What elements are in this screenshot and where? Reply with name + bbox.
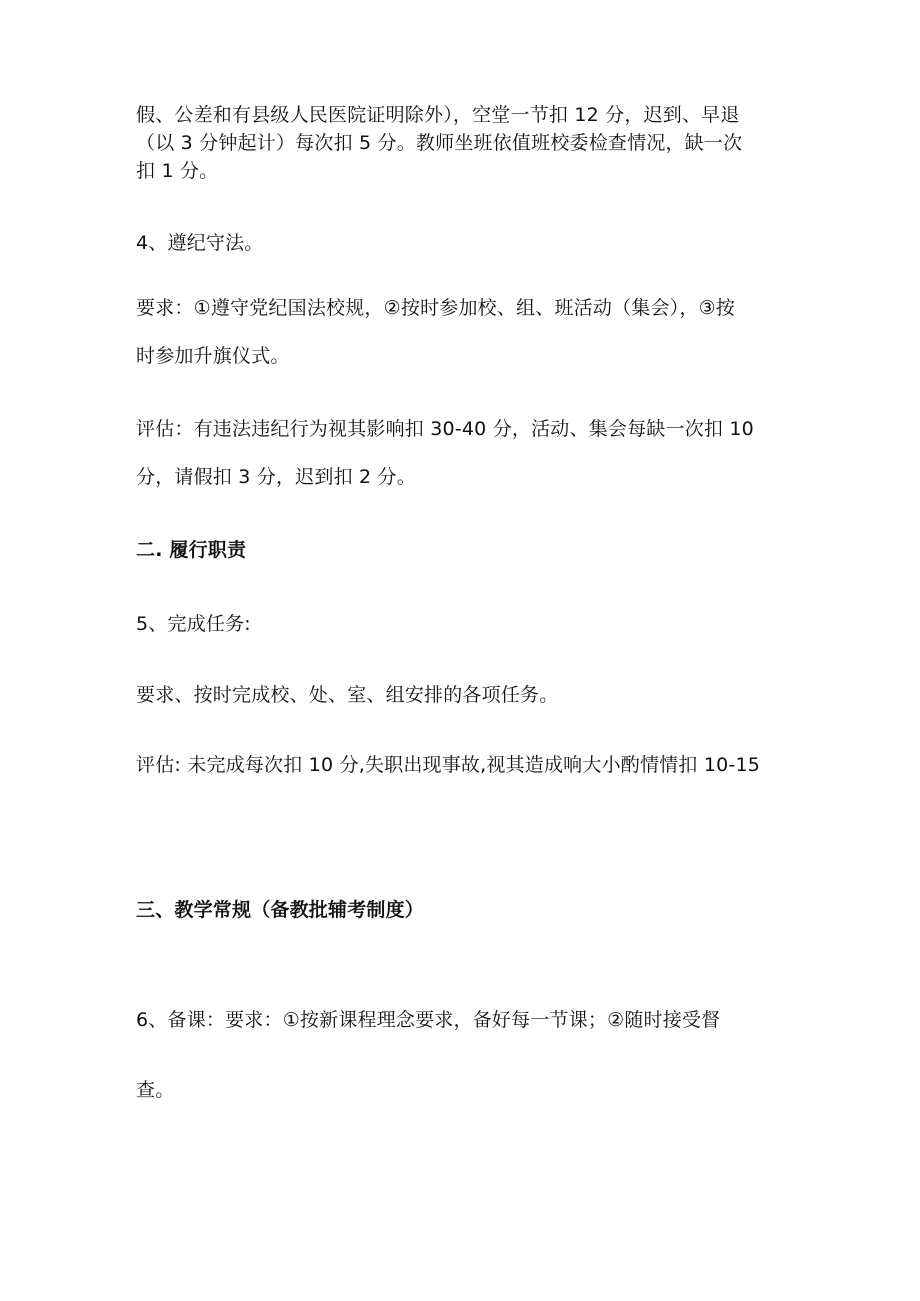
section3-heading: 三、教学常规（备教批辅考制度） bbox=[136, 899, 425, 921]
item4-evaluation-line1: 评估：有违法违纪行为视其影响扣 30-40 分，活动、集会每缺一次扣 10 bbox=[136, 418, 754, 440]
item6-line2: 查。 bbox=[136, 1079, 175, 1101]
item5-title: 5、完成任务: bbox=[136, 613, 251, 635]
item5-requirement: 要求、按时完成校、处、室、组安排的各项任务。 bbox=[136, 684, 559, 706]
item4-title: 4、遵纪守法。 bbox=[136, 232, 264, 254]
item5-evaluation: 评估: 未完成每次扣 10 分,失职出现事故,视其造成响大小酌情情扣 10-15 bbox=[136, 754, 761, 776]
item4-requirement-line2: 时参加升旗仪式。 bbox=[136, 345, 290, 367]
para1-line2: （以 3 分钟起计）每次扣 5 分。教师坐班依值班校委检查情况，缺一次 bbox=[136, 132, 743, 154]
section2-heading: 二. 履行职责 bbox=[136, 539, 247, 561]
item6-line1: 6、备课：要求：①按新课程理念要求，备好每一节课；②随时接受督 bbox=[136, 1009, 721, 1031]
item4-evaluation-line2: 分，请假扣 3 分，迟到扣 2 分。 bbox=[136, 466, 416, 488]
para1-line3: 扣 1 分。 bbox=[136, 160, 219, 182]
para1-line1: 假、公差和有县级人民医院证明除外），空堂一节扣 12 分，迟到、早退 bbox=[136, 104, 740, 126]
item4-requirement-line1: 要求：①遵守党纪国法校规，②按时参加校、组、班活动（集会），③按 bbox=[136, 297, 736, 319]
